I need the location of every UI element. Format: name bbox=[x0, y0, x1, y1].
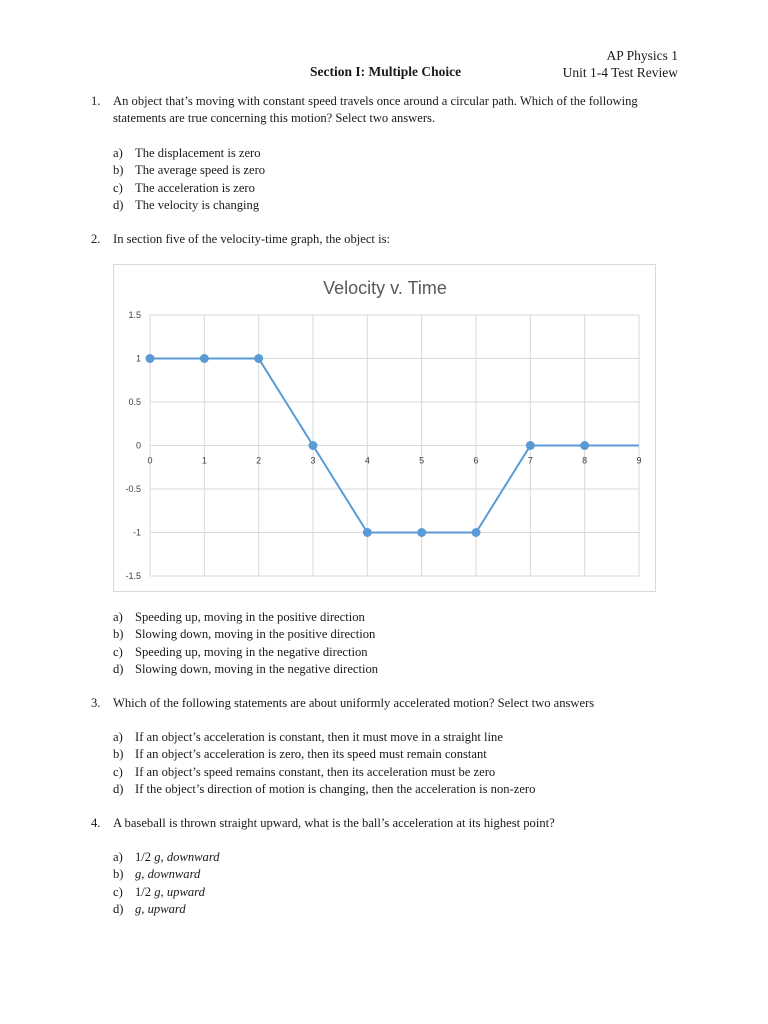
option-text: The velocity is changing bbox=[135, 197, 260, 212]
section-title: Section I: Multiple Choice bbox=[310, 64, 462, 79]
data-point bbox=[580, 441, 589, 450]
data-point bbox=[363, 528, 372, 537]
option-letter: c) bbox=[113, 180, 123, 195]
header-right bbox=[563, 47, 678, 81]
data-point bbox=[417, 528, 426, 537]
question-1 bbox=[91, 93, 691, 127]
option-c bbox=[113, 884, 220, 901]
option-text: If the object’s direction of motion is changing, then the acceleration is non-zero bbox=[135, 781, 536, 796]
question-4 bbox=[91, 815, 691, 832]
option-letter: d) bbox=[113, 901, 124, 916]
option-d bbox=[113, 661, 378, 678]
option-c bbox=[113, 764, 535, 781]
option-text: , upward bbox=[141, 901, 186, 916]
data-point bbox=[146, 354, 155, 363]
option-c bbox=[113, 180, 265, 197]
question-number: 1. bbox=[91, 94, 101, 108]
course-title: AP Physics 1 bbox=[606, 48, 678, 63]
option-b bbox=[113, 746, 535, 763]
option-number: 1/2 bbox=[135, 884, 155, 899]
option-a bbox=[113, 849, 220, 866]
x-tick-label: 7 bbox=[527, 455, 533, 466]
option-text: If an object’s acceleration is zero, then its speed must remain constant bbox=[135, 747, 487, 762]
option-letter: c) bbox=[113, 764, 123, 779]
option-number: 1/2 bbox=[135, 850, 155, 864]
option-variable: g bbox=[154, 850, 161, 864]
data-point bbox=[254, 354, 263, 363]
option-text: The displacement is zero bbox=[135, 146, 261, 160]
option-letter: b) bbox=[113, 867, 124, 882]
x-tick-label: 9 bbox=[636, 455, 642, 466]
data-point bbox=[526, 441, 535, 450]
option-letter: b) bbox=[113, 163, 124, 178]
option-letter: a) bbox=[113, 146, 123, 160]
unit-title: Unit 1-4 Test Review bbox=[562, 65, 678, 80]
question-stem: Which of the following statements are about uniformly accelerated motion? Select two answers bbox=[113, 696, 595, 710]
question-3-options bbox=[113, 729, 535, 798]
option-text: Slowing down, moving in the positive direction bbox=[135, 627, 376, 642]
question-4-options bbox=[113, 849, 220, 918]
option-letter: a) bbox=[113, 730, 123, 744]
question-stem: In section five of the velocity-time graph, the object is: bbox=[113, 232, 390, 246]
x-tick-label: 4 bbox=[364, 455, 370, 466]
option-b bbox=[113, 626, 378, 643]
y-tick-label: 0 bbox=[135, 440, 141, 451]
option-text: , downward bbox=[141, 867, 201, 882]
option-a bbox=[113, 609, 378, 626]
x-tick-label: 1 bbox=[201, 455, 207, 466]
question-number: 4. bbox=[91, 816, 101, 830]
y-tick-label: -1.5 bbox=[125, 571, 141, 581]
x-tick-label: 6 bbox=[473, 455, 479, 466]
y-tick-label: 0.5 bbox=[128, 397, 141, 407]
option-d bbox=[113, 781, 535, 798]
question-number: 3. bbox=[91, 696, 101, 710]
chart-title: Velocity v. Time bbox=[323, 278, 447, 298]
option-text: , downward bbox=[160, 850, 220, 864]
option-text: Speeding up, moving in the positive direction bbox=[135, 610, 365, 624]
option-letter: a) bbox=[113, 610, 123, 624]
x-tick-label: 2 bbox=[256, 455, 262, 466]
velocity-time-chart bbox=[113, 264, 656, 592]
option-text: If an object’s speed remains constant, then its acceleration must be zero bbox=[135, 764, 496, 779]
option-text: If an object’s acceleration is constant, then it must move in a straight line bbox=[135, 730, 503, 744]
question-2-options bbox=[113, 609, 378, 678]
data-point bbox=[309, 441, 318, 450]
option-letter: d) bbox=[113, 781, 124, 796]
option-variable: g bbox=[135, 867, 142, 882]
option-letter: c) bbox=[113, 884, 123, 899]
option-letter: a) bbox=[113, 850, 123, 864]
option-a bbox=[113, 145, 265, 162]
option-letter: b) bbox=[113, 747, 124, 762]
option-text: The average speed is zero bbox=[135, 163, 266, 178]
question-number: 2. bbox=[91, 232, 101, 246]
question-stem: A baseball is thrown straight upward, what is the ball’s acceleration at its highest point? bbox=[113, 816, 555, 830]
option-text: Speeding up, moving in the negative direction bbox=[135, 644, 368, 659]
x-tick-label: 3 bbox=[310, 455, 316, 466]
data-point bbox=[200, 354, 209, 363]
option-d bbox=[113, 197, 265, 214]
question-stem: An object that’s moving with constant speed travels once around a circular path. Which of the following statements are true concerning this motion? Select two answers. bbox=[113, 94, 638, 125]
x-tick-label: 8 bbox=[582, 455, 588, 466]
question-1-options bbox=[113, 145, 265, 214]
x-tick-label: 5 bbox=[419, 455, 425, 466]
x-tick-label: 0 bbox=[147, 455, 153, 466]
option-text: The acceleration is zero bbox=[135, 180, 255, 195]
chart-svg bbox=[114, 265, 655, 591]
question-3 bbox=[91, 695, 691, 712]
option-c bbox=[113, 644, 378, 661]
option-text: , upward bbox=[160, 884, 205, 899]
option-b bbox=[113, 866, 220, 883]
y-tick-label: -0.5 bbox=[125, 484, 141, 494]
option-a bbox=[113, 729, 535, 746]
option-letter: d) bbox=[113, 197, 124, 212]
y-tick-label: 1 bbox=[135, 353, 141, 364]
option-b bbox=[113, 162, 265, 179]
option-letter: c) bbox=[113, 644, 123, 659]
option-letter: d) bbox=[113, 661, 124, 676]
y-tick-label: -1 bbox=[132, 527, 141, 538]
option-letter: b) bbox=[113, 627, 124, 642]
data-point bbox=[472, 528, 481, 537]
option-text: Slowing down, moving in the negative direction bbox=[135, 661, 379, 676]
option-variable: g bbox=[154, 884, 161, 899]
question-2 bbox=[91, 231, 691, 248]
option-variable: g bbox=[135, 901, 142, 916]
option-d bbox=[113, 901, 220, 918]
y-tick-label: 1.5 bbox=[128, 310, 141, 320]
